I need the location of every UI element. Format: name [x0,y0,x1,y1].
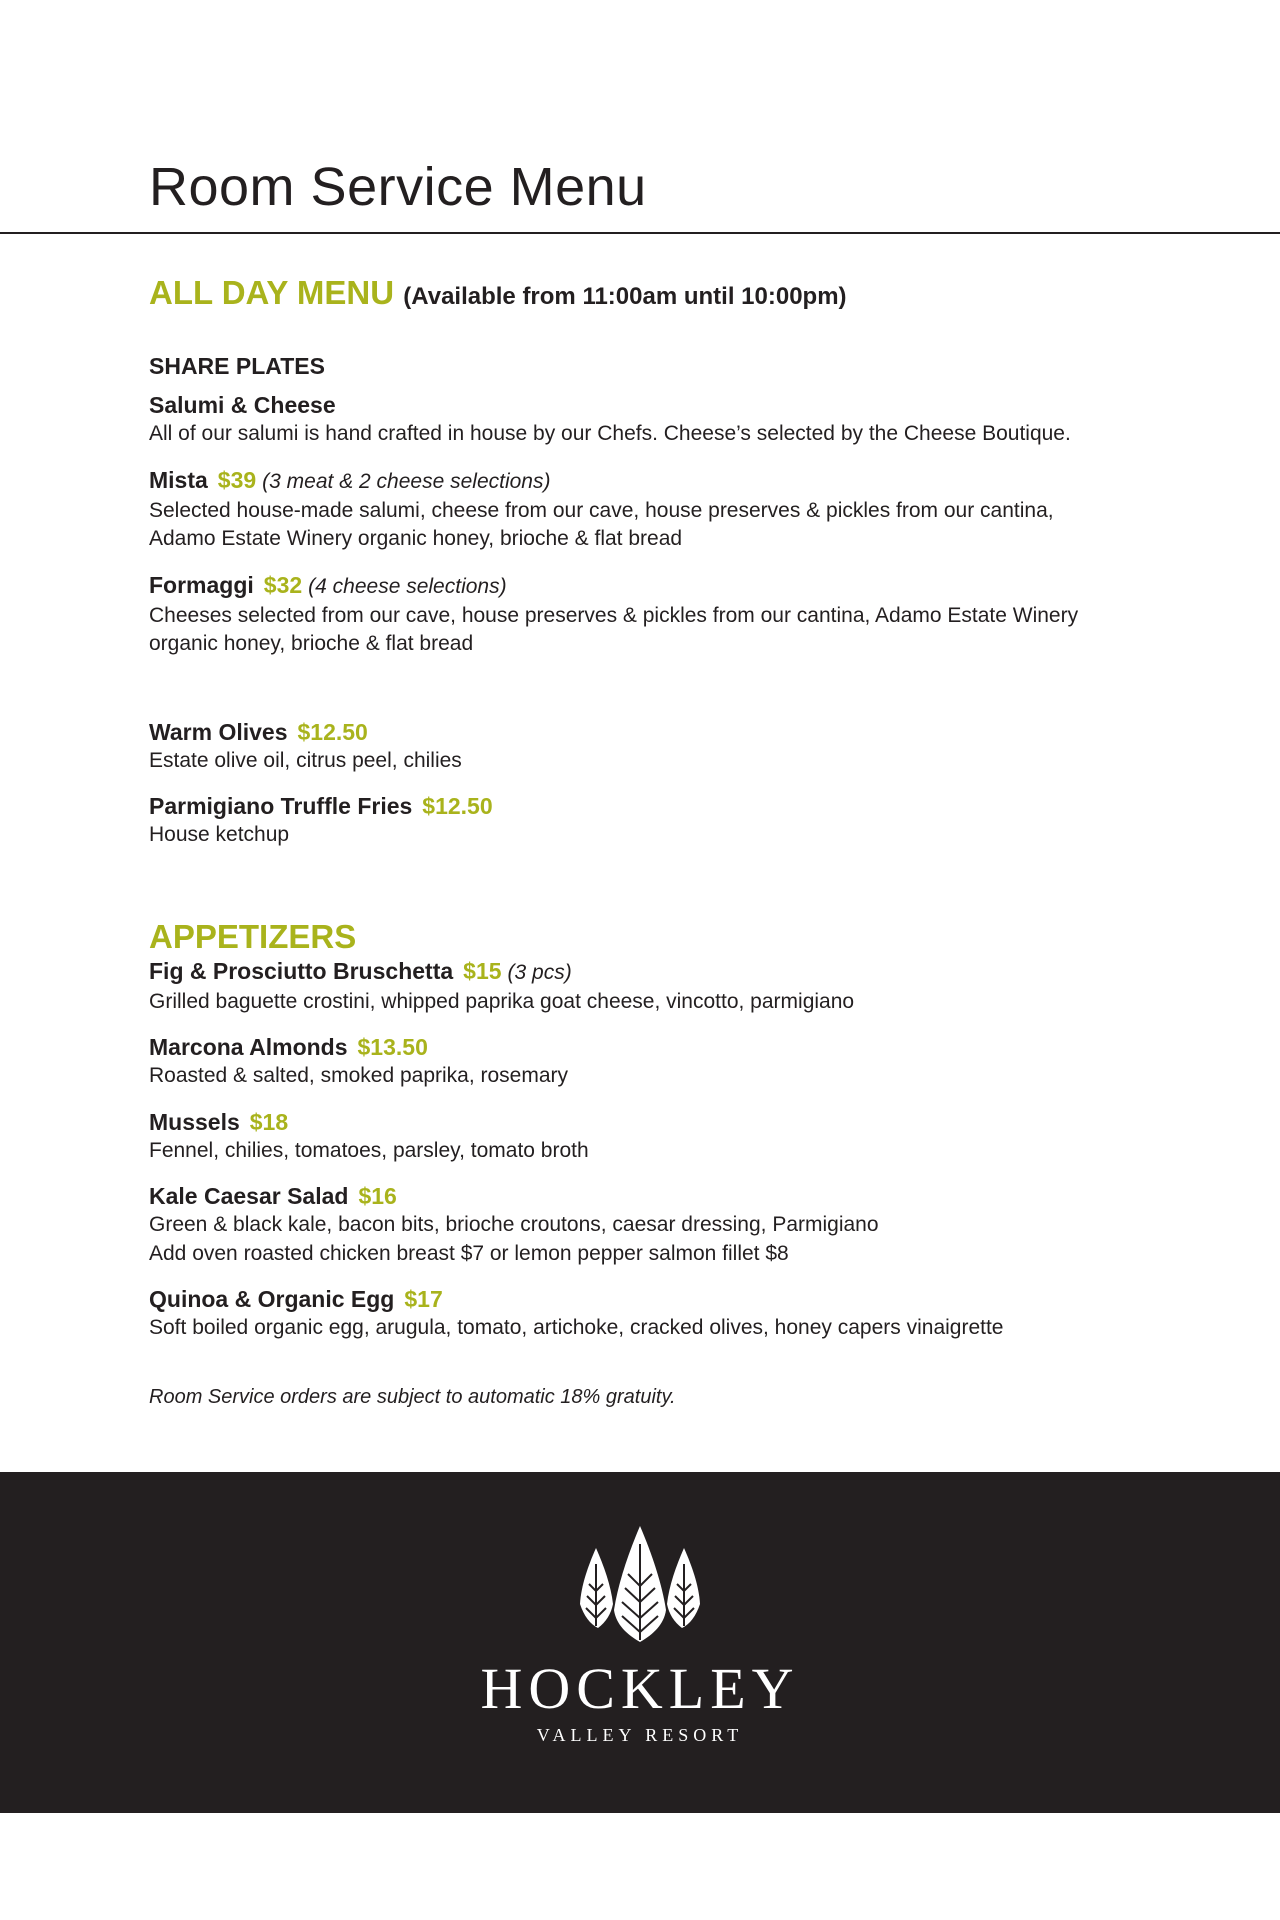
menu-item [149,791,1149,850]
item-description: Roasted & salted, smoked paprika, rosemary [149,1064,569,1087]
item-price: $39 [217,466,257,493]
item-name: Parmigiano Truffle Fries [149,793,413,819]
item-name: Fig & Prosciutto Bruschetta [149,957,454,984]
item-note: (4 cheese selections) [308,574,507,598]
menu-item [149,1032,1149,1091]
item-description: Estate olive oil, citrus peel, chilies [149,748,462,772]
footer-banner [0,1472,1280,1813]
item-name: Marcona Almonds [149,1034,348,1060]
item-price: $17 [404,1286,443,1312]
item-price: $18 [249,1108,289,1135]
item-price: $16 [358,1183,397,1209]
item-description: Soft boiled organic egg, arugula, tomato, artichoke, cracked olives, honey capers vinaigrette [149,1316,1004,1339]
share-plates-list [149,390,1149,850]
item-name: Quinoa & Organic Egg [149,1286,395,1312]
item-note: (3 pcs) [507,960,572,984]
brand-name: HOCKLEY [480,1656,800,1721]
item-description: Green & black kale, bacon bits, brioche croutons, caesar dressing, Parmigiano [149,1213,879,1236]
item-description: organic honey, brioche & flat bread [149,632,474,655]
appetizers-heading: APPETIZERS [149,917,357,955]
menu-item [149,1181,1149,1268]
item-price: $32 [263,571,303,598]
item-description: Cheeses selected from our cave, house preserves & pickles from our cantina, Adamo Estate Winery [149,603,1079,627]
item-description: Grilled baguette crostini, whipped paprika goat cheese, vincotto, parmigiano [149,989,855,1013]
gratuity-note: Room Service orders are subject to automatic 18% gratuity. [149,1385,676,1408]
menu-item [149,570,1149,659]
item-price: $15 [463,957,502,984]
three-pine-trees-icon [570,1524,710,1644]
item-name: Mista [149,466,208,493]
share-plates-heading: SHARE PLATES [149,353,325,379]
menu-content [149,274,1149,1411]
item-name: Mussels [149,1108,240,1135]
item-price: $12.50 [297,718,368,745]
all-day-menu-heading: ALL DAY MENU [149,274,395,311]
menu-item [149,956,1149,1017]
menu-item [149,1107,1149,1166]
menu-item [149,465,1149,554]
availability-note: (Available from 11:00am until 10:00pm) [403,283,847,310]
menu-item [149,717,1149,776]
item-description: House ketchup [149,823,290,846]
item-description: All of our salumi is hand crafted in house by our Chefs. Cheese’s selected by the Cheese Boutique. [149,422,1071,445]
menu-item [149,390,1149,449]
item-name: Kale Caesar Salad [149,1183,349,1209]
all-day-menu-header [149,274,1149,316]
brand-tagline: VALLEY RESORT [536,1725,744,1745]
item-description: Fennel, chilies, tomatoes, parsley, tomato broth [149,1138,589,1162]
item-price: $12.50 [422,793,493,819]
item-description: Adamo Estate Winery organic honey, brioche & flat bread [149,527,683,550]
item-name: Salumi & Cheese [149,392,336,418]
item-price: $13.50 [357,1034,428,1060]
title-divider [0,232,1280,234]
page-title: Room Service Menu [149,157,647,217]
item-note: (3 meat & 2 cheese selections) [262,469,551,493]
item-description: Selected house-made salumi, cheese from our cave, house preserves & pickles from our cantina, [149,498,1054,522]
item-name: Warm Olives [149,718,288,745]
appetizers-list [149,956,1149,1343]
item-name: Formaggi [149,571,254,598]
menu-item [149,1284,1149,1343]
item-description: Add oven roasted chicken breast $7 or lemon pepper salmon fillet $8 [149,1241,789,1265]
